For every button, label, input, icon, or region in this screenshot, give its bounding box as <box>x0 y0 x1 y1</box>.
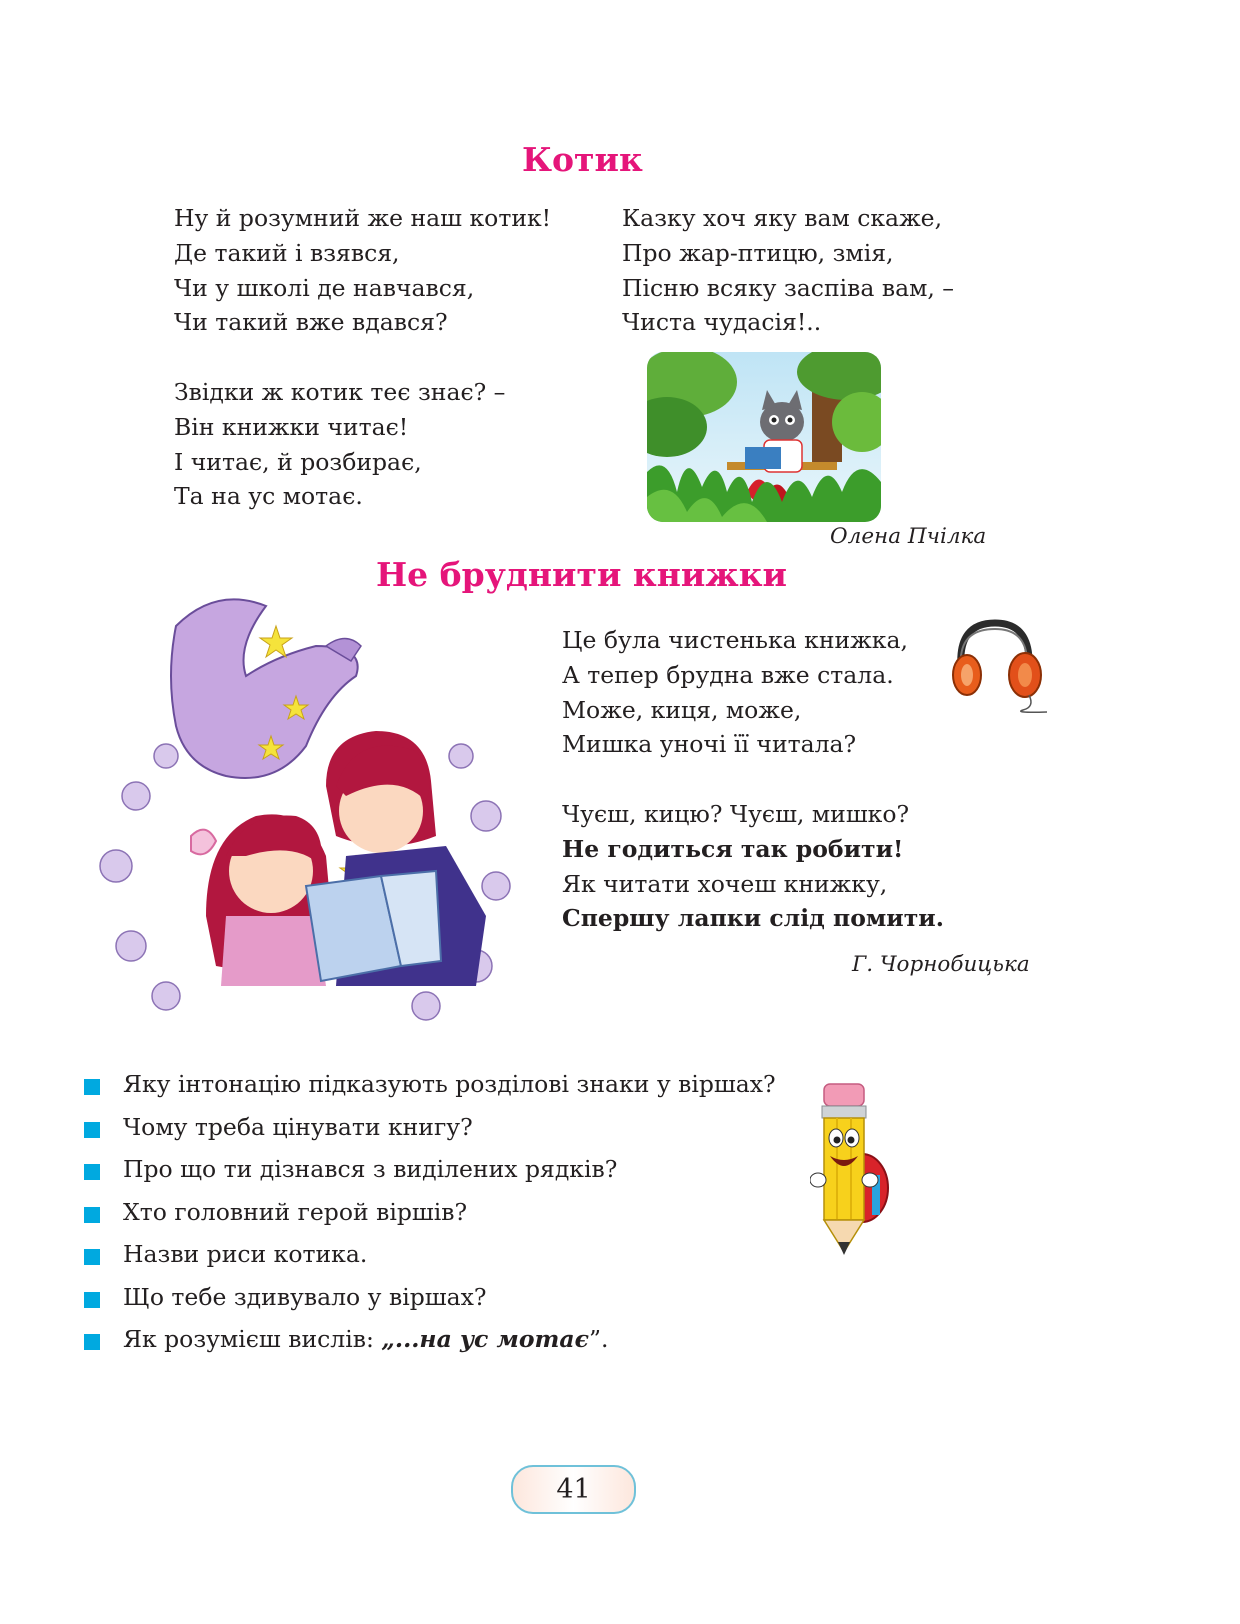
verse-line: Та на ус мотає. <box>174 482 363 511</box>
stanza-gap <box>174 340 551 375</box>
questions-list <box>84 1070 844 1370</box>
square-bullet-icon <box>84 1164 100 1180</box>
poem2-title: Не бруднити книжки <box>376 555 788 594</box>
square-bullet-icon <box>84 1334 100 1350</box>
verse-line: Казку хоч яку вам скаже, <box>622 204 943 232</box>
verse-line: Може, киця, може, <box>562 695 802 724</box>
square-bullet-icon <box>84 1079 100 1095</box>
verse-line: Він книжки читає! <box>174 412 409 441</box>
poem2-verses <box>562 623 944 936</box>
verse-line: І читає, й розбирає, <box>174 447 422 476</box>
square-bullet-icon <box>84 1292 100 1308</box>
page-number: 41 <box>511 1465 636 1514</box>
poem1-col1 <box>174 201 551 514</box>
verse-line: Чуєш, кицю? Чуєш, мишко? <box>562 799 910 828</box>
verse-line: Чиста чудасія!.. <box>622 308 822 337</box>
square-bullet-icon <box>84 1207 100 1223</box>
poem2-author: Г. Чорнобицька <box>852 952 1030 977</box>
square-bullet-icon <box>84 1122 100 1138</box>
question-prefix: Як розумієш вислів: <box>123 1325 382 1353</box>
question-text: Про що ти дізнався з виділених рядків? <box>123 1155 618 1183</box>
question-text: Назви риси котика. <box>123 1240 368 1268</box>
poem1-col2 <box>622 201 954 340</box>
question-text: Що тебе здивувало у віршах? <box>123 1282 487 1311</box>
question-text: Яку інтонацію підказують розділові знаки у віршах? <box>123 1070 776 1098</box>
question-quote: „...на ус мотає <box>381 1325 589 1353</box>
question-text <box>123 1325 608 1353</box>
question-text: Чому треба цінувати книгу? <box>123 1112 473 1141</box>
verse-line-bold: Не годиться так робити! <box>562 834 904 863</box>
children-reading-illustration <box>96 586 526 1026</box>
verse-line: Як читати хочеш книжку, <box>562 869 888 898</box>
pencil-mascot-icon <box>810 1080 892 1260</box>
headphones-icon <box>943 615 1053 715</box>
cat-reading-illustration <box>647 352 881 522</box>
verse-line: Про жар-птицю, змія, <box>622 238 894 267</box>
verse-line-bold: Спершу лапки слід помити. <box>562 904 944 933</box>
verse-line: Мишка уночі її читала? <box>562 730 857 759</box>
poem1-author: Олена Пчілка <box>830 524 987 549</box>
verse-line: Пісню всяку заспіва вам, – <box>622 273 955 302</box>
verse-line: Ну й розумний же наш котик! <box>174 204 552 232</box>
question-text: Хто головний герой віршів? <box>123 1197 468 1226</box>
verse-line: Де такий і взявся, <box>174 238 400 267</box>
verse-line: Це була чистенька книжка, <box>562 626 908 654</box>
poem1-title: Котик <box>522 140 643 179</box>
verse-line: Звідки ж котик теє знає? – <box>174 377 506 406</box>
stanza-gap <box>562 762 944 797</box>
verse-line: Чи такий вже вдався? <box>174 308 448 337</box>
square-bullet-icon <box>84 1249 100 1265</box>
verse-line: Чи у школі де навчався, <box>174 273 475 302</box>
verse-line: А тепер брудна вже стала. <box>562 660 894 689</box>
question-suffix: ”. <box>588 1325 609 1353</box>
